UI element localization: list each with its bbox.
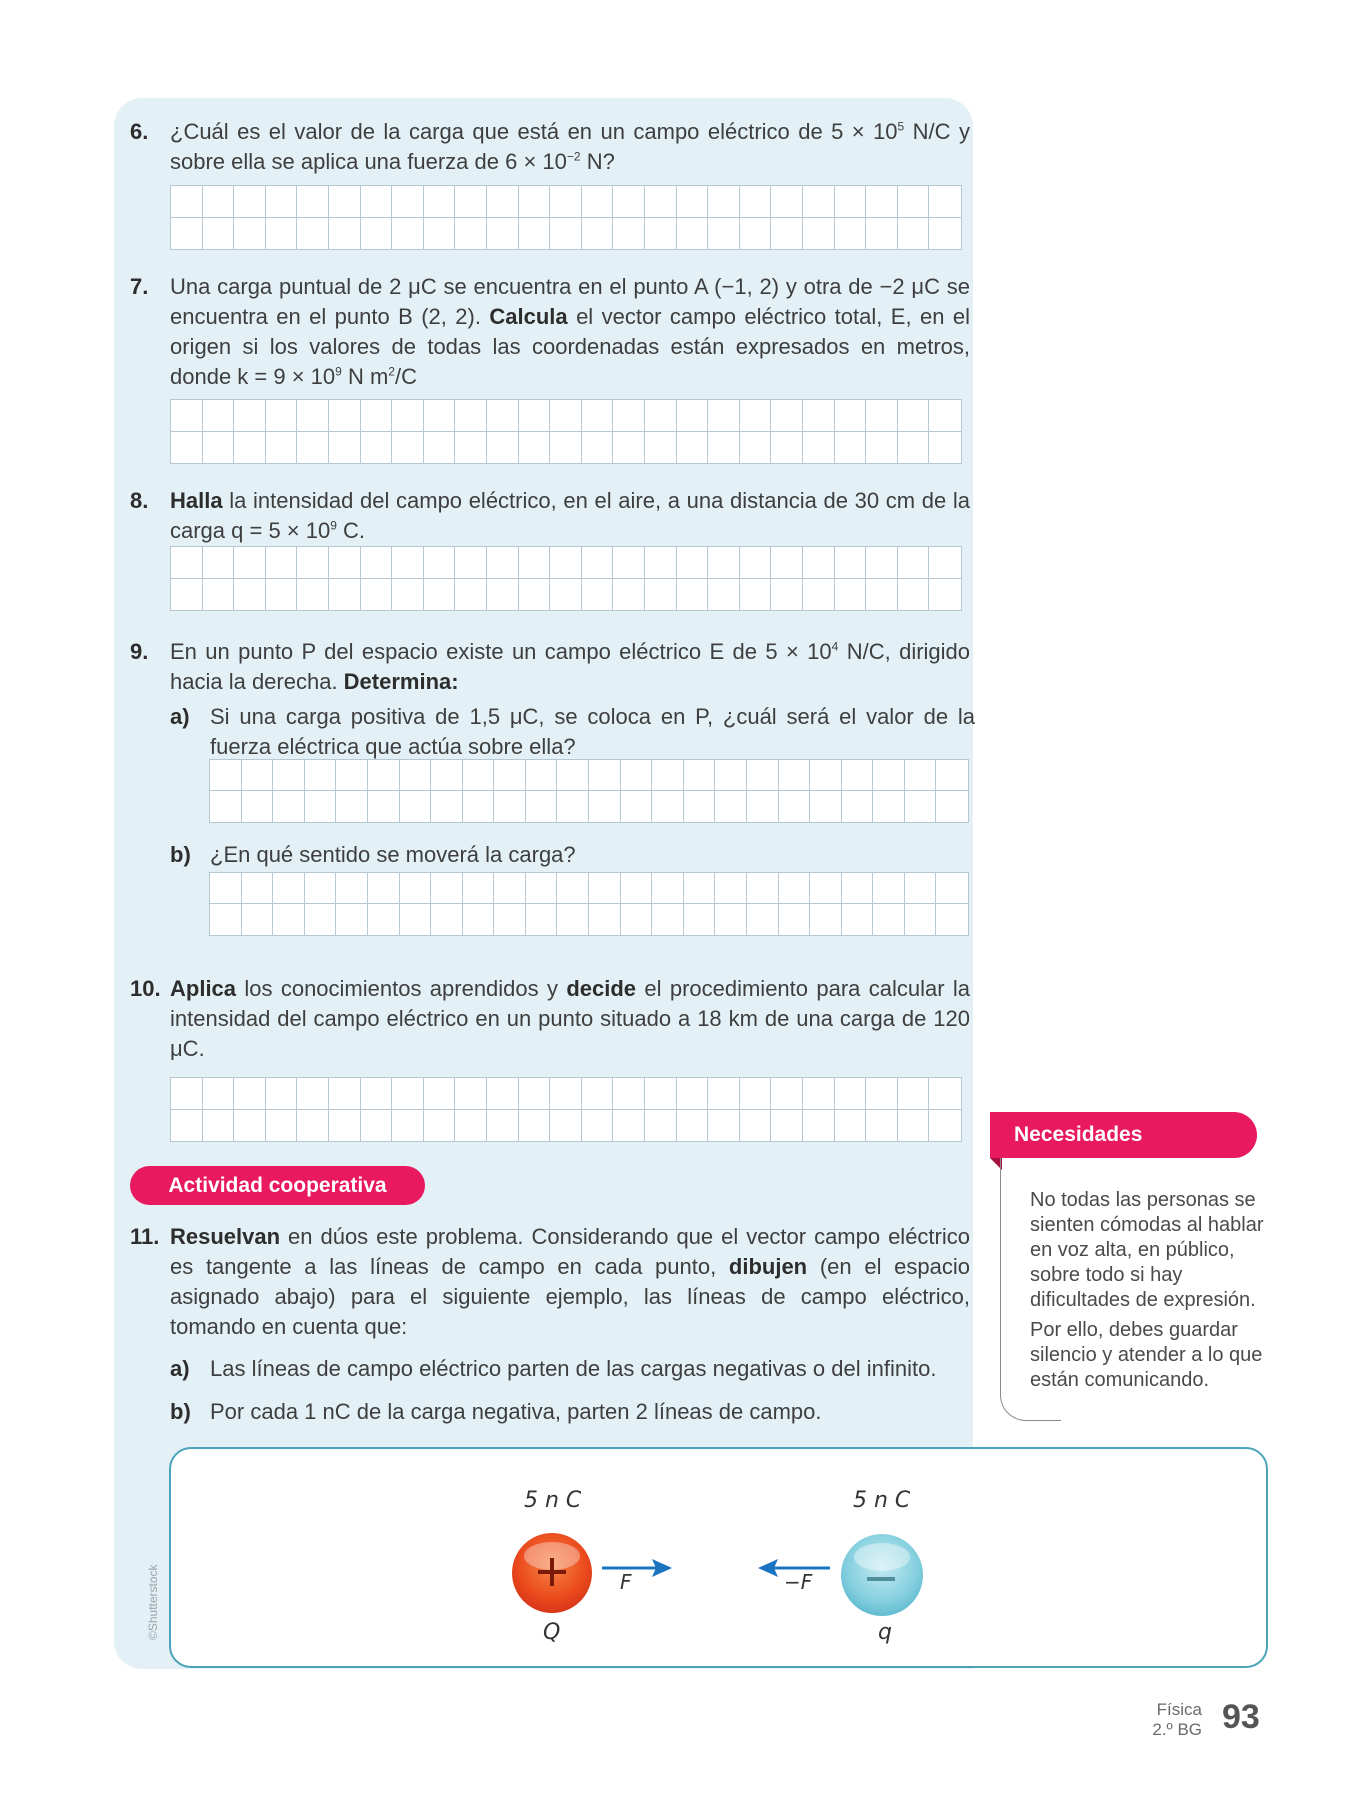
negative-charge-name: q	[878, 1620, 892, 1645]
question-text: En un punto P del espacio existe un campo eléctrico E de $5 \times 10^4$ N/C, dirigido hacia la derecha. Determina:	[170, 639, 971, 694]
subquestion-text: ¿En qué sentido se moverá la carga?	[210, 842, 576, 867]
subquestion-text: Las líneas de campo eléctrico parten de las cargas negativas o del infinito.	[210, 1356, 937, 1381]
highlight	[854, 1543, 910, 1571]
positive-charge-name: Q	[543, 1620, 561, 1645]
arrow-right-icon	[602, 1559, 672, 1577]
negative-charge-value: 5 n C	[853, 1488, 911, 1513]
subquestion-text: Si una carga positiva de 1,5 μC, se coloca en P, ¿cuál será el valor de la fuerza eléctrica que actúa sobre ella?	[210, 704, 975, 759]
question-number: 10.	[130, 976, 161, 1001]
force-label: F	[620, 1570, 632, 1594]
question-number: 8.	[130, 488, 149, 513]
question-number: 7.	[130, 274, 149, 299]
special-needs-badge: Necesidades educativas	[990, 1112, 1257, 1158]
question-text: Resuelvan en dúos este problema. Considerando que el vector campo eléctrico es tangente a las líneas de campo en cada punto, dibujen (en el espacio asignado abajo) para el siguiente ejemplo, las líneas de campo eléctrico, tomando en cuenta que:	[170, 1224, 971, 1339]
cooperative-activity-badge: Actividad cooperativa	[130, 1166, 425, 1205]
footer-subject	[1152, 1700, 1202, 1740]
question-text: ¿Cuál es el valor de la carga que está en un campo eléctrico de $5 \times 10^5$ N/C y sobre ella se aplica una fuerza de $6 \times 10^{-2}$ N?	[170, 119, 970, 174]
question-text: Una carga puntual de 2 μC se encuentra en el punto A (−1, 2) y otra de −2 μC se encuentra en el punto B (2, 2). Calcula el vector campo eléctrico total, E, en el origen si los valores de todas las coordenadas están expresados en metros, donde $k = 9 \times 10^9$ N $m^2/C$	[170, 274, 970, 389]
positive-charge-value: 5 n C	[524, 1488, 582, 1513]
question-number: 9.	[130, 639, 149, 664]
opposite-force-label: −F	[784, 1570, 813, 1594]
grade-level: 2.º BG	[1152, 1720, 1202, 1739]
question-number: 6.	[130, 119, 149, 144]
subquestion-label: a)	[170, 704, 190, 729]
subquestion-label: b)	[170, 842, 191, 867]
subject-name: Física	[1156, 1700, 1202, 1719]
negative-charge	[841, 1534, 923, 1616]
image-credit: ©Shutterstock	[146, 1564, 160, 1640]
subquestion-label: a)	[170, 1356, 190, 1381]
question-text: Halla la intensidad del campo eléctrico, en el aire, a una distancia de 30 cm de la carga $q = 5 \times 10^9$ C.	[170, 488, 970, 543]
positive-charge	[512, 1533, 592, 1613]
side-note-paragraph: Por ello, debes guardar silencio y atender a lo que están comunicando.	[1030, 1319, 1263, 1391]
page-number: 93	[1222, 1698, 1260, 1736]
side-note-paragraph: No todas las personas se sienten cómodas al hablar en voz alta, en público, sobre todo si hay dificultades de expresión.	[1030, 1189, 1264, 1311]
question-number: 11.	[130, 1224, 160, 1249]
subquestion-label: b)	[170, 1399, 191, 1424]
minus-icon	[867, 1577, 895, 1581]
subquestion-text: Por cada 1 nC de la carga negativa, parten 2 líneas de campo.	[210, 1399, 822, 1424]
question-text: Aplica los conocimientos aprendidos y decide el procedimiento para calcular la intensidad del campo eléctrico en un punto situado a 18 km de una carga de 120 μC.	[170, 976, 970, 1061]
